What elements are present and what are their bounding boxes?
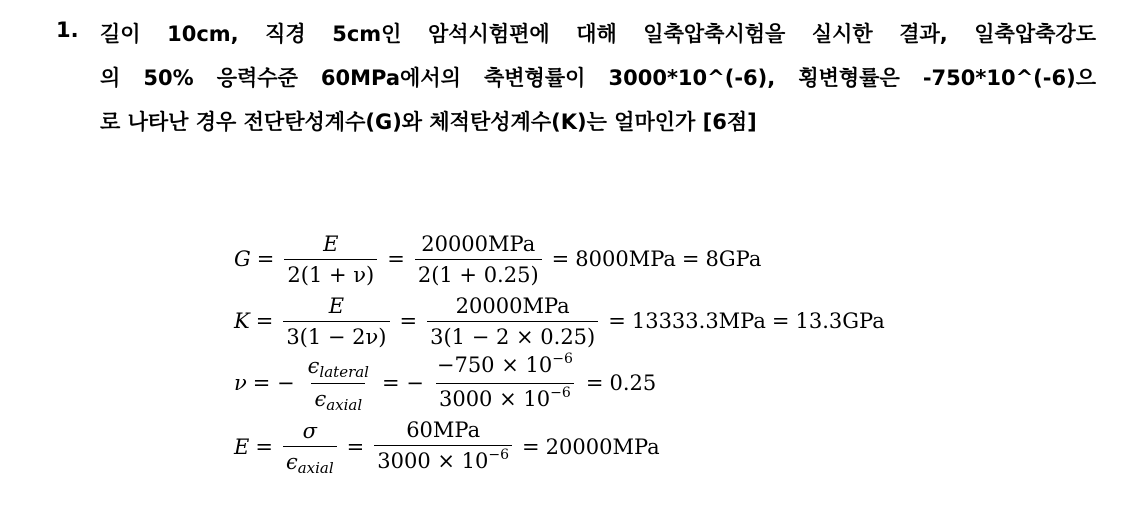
fraction [283, 293, 389, 350]
numerator: σ [302, 418, 317, 443]
equation-bulk-modulus: K = $\frac{E}{3(1 - 2\nu)}$ = $\frac{\text{20000MPa}}{3(1 - 2 \times 0.25)}$ = 13333.3MPa = 13.3GPa [234, 293, 885, 349]
fraction [305, 353, 372, 414]
eq-lhs: G [234, 247, 251, 271]
result: 13.3GPa [795, 309, 885, 333]
numerator: 20000MPa [421, 231, 536, 256]
numerator: ϵlateral [307, 353, 369, 381]
fraction [415, 231, 542, 288]
numerator: E [323, 231, 339, 256]
denominator: 2(1 + 0.25) [415, 259, 542, 288]
problem-number: 1. [56, 18, 79, 42]
numerator: $-750 \times 10^{-6}$ [436, 350, 573, 377]
eq-lhs: E [234, 435, 250, 459]
fraction [427, 293, 598, 350]
numerator: E [328, 293, 345, 318]
eq-lhs: ν [234, 371, 247, 395]
result: 8GPa [705, 247, 762, 271]
equation-shear-modulus: G = $\frac{E}{2(1 + \nu)}$ = $\frac{\text{20000MPa}}{2(1 + 0.25)}$ = 8000MPa = 8GPa [234, 231, 762, 287]
fraction [283, 418, 337, 477]
problem-line-2: 의 50% 응력수준 60MPa에서의 축변형률이 3000*10^(-6), 횡변형률은 -750*10^(-6)으 [100, 66, 1096, 90]
equation-elastic-modulus: E = $\frac{\sigma}{\text{ϵaxial}}$ = $\frac{\text{60MPa}}{3000 \times 10^{-6}}$ = 20000MPa [234, 418, 660, 477]
numerator: 60MPa [406, 418, 481, 442]
equation-poisson-ratio: ν = − $\frac{\text{ϵlateral}}{\text{ϵaxial}}$ = − $\frac{-750 \times 10^{-6}}{3000 \times 10^{-6}}$ = 0.25 [234, 350, 657, 414]
eq-lhs: K [234, 309, 250, 333]
problem-line-3: 로 나타난 경우 전단탄성계수(G)와 체적탄성계수(K)는 얼마인가 [6점] [100, 110, 757, 134]
fraction [374, 417, 512, 477]
result: 0.25 [609, 371, 657, 395]
problem-line-1: 길이 10cm, 직경 5cm인 암석시험편에 대해 일축압축시험을 실시한 결과, 일축압축강도 [100, 22, 1096, 46]
denominator: $3000 \times 10^{-6}$ [436, 383, 574, 415]
fraction [284, 231, 377, 288]
denominator: $3000 \times 10^{-6}$ [374, 445, 512, 477]
result: 20000MPa [545, 435, 660, 459]
fraction [434, 352, 576, 415]
denominator: ϵaxial [283, 446, 337, 477]
result: 13333.3MPa [631, 309, 766, 333]
denominator: 3(1 − 2 × 0.25) [427, 321, 598, 350]
numerator: 20000MPa [455, 293, 570, 318]
result: 8000MPa [575, 247, 676, 271]
denominator: 2(1 + ν) [284, 259, 377, 288]
denominator: 3(1 − 2ν) [283, 321, 389, 350]
denominator: ϵaxial [311, 383, 365, 414]
